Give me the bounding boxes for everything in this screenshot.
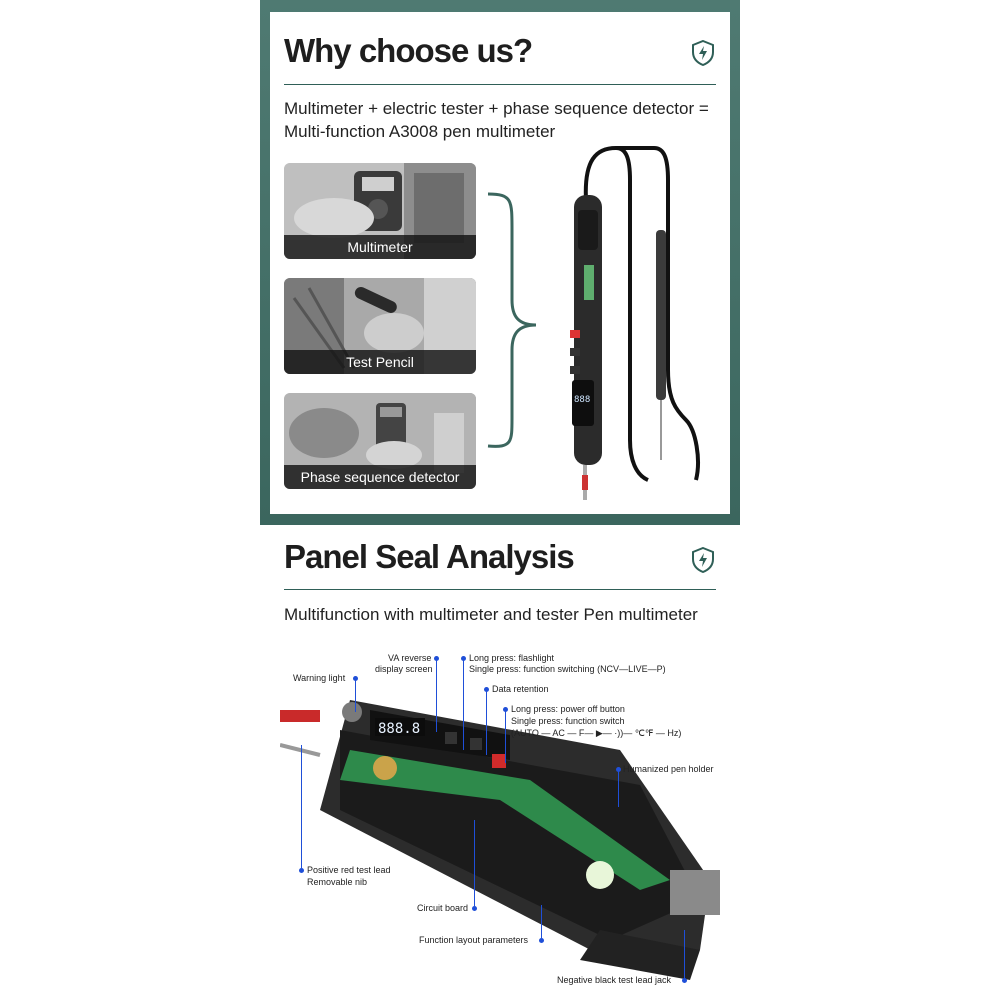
callout-single-press-func: Single press: function switching (NCV—LIVE—P) bbox=[469, 664, 666, 674]
test-pencil-card bbox=[284, 278, 476, 374]
svg-text:888.8: 888.8 bbox=[378, 721, 421, 737]
callout-pen-holder: Humanized pen holder bbox=[623, 764, 714, 774]
shield-lightning-icon bbox=[692, 547, 714, 573]
callout-red-lead-2: Removable nib bbox=[307, 877, 368, 887]
title-rule bbox=[284, 84, 716, 85]
callout-leader bbox=[301, 745, 302, 868]
callout-power-off: Long press: power off button bbox=[511, 704, 625, 714]
multimeter-card bbox=[284, 163, 476, 259]
callout-leader bbox=[541, 905, 542, 938]
card-caption: Test Pencil bbox=[284, 350, 476, 374]
card-caption: Phase sequence detector bbox=[284, 465, 476, 489]
callout-circuit-board: Circuit board bbox=[417, 903, 469, 913]
section1-subtitle-line2: Multi-function A3008 pen multimeter bbox=[284, 122, 556, 141]
callout-leader bbox=[355, 680, 356, 712]
callout-leader bbox=[486, 691, 487, 755]
callout-single-press-switch: Single press: function switch bbox=[511, 716, 625, 726]
callout-modes: (AUTO — AC — F— ▶— ·))— ℃℉ — Hz) bbox=[511, 728, 682, 738]
section2-title: Panel Seal Analysis bbox=[284, 538, 574, 575]
section1-title: Why choose us? bbox=[284, 32, 533, 69]
callout-leader bbox=[474, 820, 475, 906]
callout-data-retention: Data retention bbox=[492, 684, 549, 694]
callout-warning-light: Warning light bbox=[293, 673, 346, 683]
phase-detector-card bbox=[284, 393, 476, 489]
callout-dot bbox=[682, 978, 687, 983]
pen-multimeter-image bbox=[556, 140, 706, 520]
callout-dot bbox=[539, 938, 544, 943]
section2-subtitle: Multifunction with multimeter and tester Pen multimeter bbox=[284, 605, 698, 624]
card-caption: Multimeter bbox=[284, 235, 476, 259]
callout-dot bbox=[299, 868, 304, 873]
callout-dot bbox=[472, 906, 477, 911]
callout-va-reverse-2: display screen bbox=[375, 664, 433, 674]
callout-leader bbox=[463, 660, 464, 750]
callout-black-jack: Negative black test lead jack bbox=[557, 975, 672, 985]
callout-va-reverse-1: VA reverse bbox=[388, 653, 432, 663]
callout-leader bbox=[618, 771, 619, 807]
callout-leader bbox=[436, 660, 437, 732]
callout-layout-params: Function layout parameters bbox=[419, 935, 529, 945]
svg-text:888: 888 bbox=[574, 395, 591, 405]
brace-connector bbox=[478, 190, 538, 450]
callout-red-lead-1: Positive red test lead bbox=[307, 865, 391, 875]
section1-subtitle-line1: Multimeter + electric tester + phase sequence detector = bbox=[284, 99, 709, 118]
title-rule bbox=[284, 589, 716, 590]
callout-leader bbox=[684, 930, 685, 978]
callout-long-press-flash: Long press: flashlight bbox=[469, 653, 555, 663]
shield-lightning-icon bbox=[692, 40, 714, 66]
callout-leader bbox=[505, 711, 506, 763]
